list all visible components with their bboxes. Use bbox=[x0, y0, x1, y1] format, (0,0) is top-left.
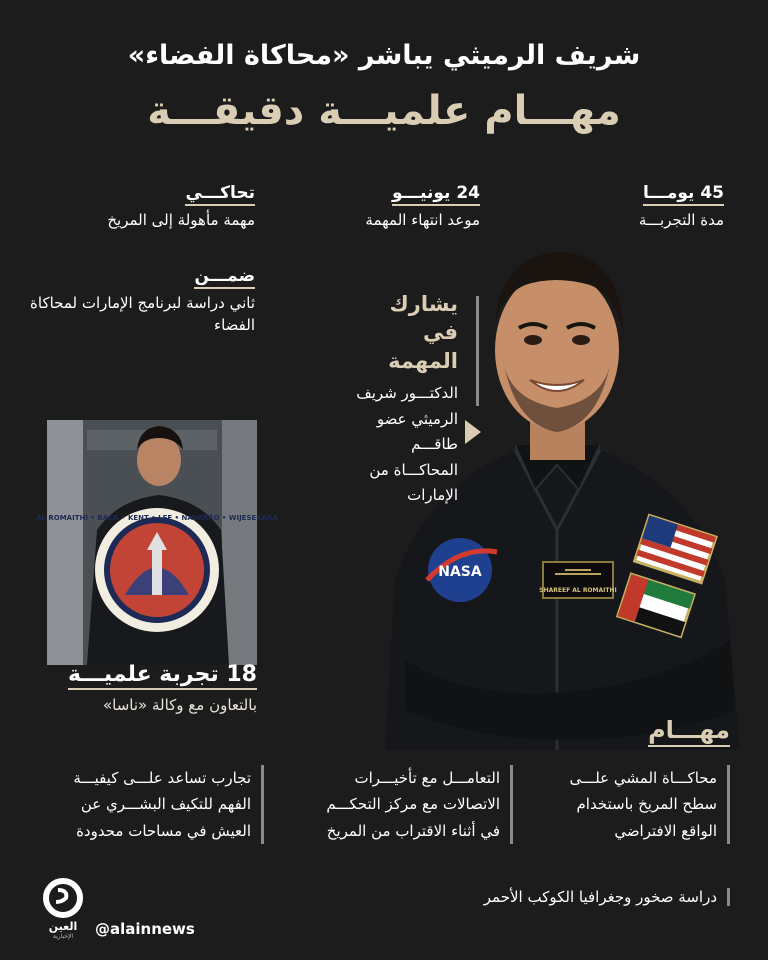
nasa-label: NASA bbox=[438, 564, 482, 580]
experiments-block bbox=[47, 662, 257, 714]
task-item-1: محاكـــاة المشي علـــى سطح المريخ باستخدام الواقع الافتراضي bbox=[545, 765, 730, 844]
task-item-footer: دراسة صخور وجغرافيا الكوكب الأحمر bbox=[484, 888, 730, 906]
stat-within-head: ضمـــن bbox=[194, 266, 255, 289]
tasks-title bbox=[648, 716, 730, 747]
stat-duration bbox=[574, 183, 724, 232]
name-tag-text: SHAREEF AL ROMAITHI bbox=[539, 587, 617, 594]
participant-body: الدكتـــور شريف الرميثي عضو طاقـــم المحاكـــاة من الإمارات bbox=[356, 384, 458, 505]
mission-photo bbox=[36, 420, 278, 665]
logo-icon bbox=[38, 878, 88, 918]
stat-duration-head: 45 يومـــا bbox=[643, 183, 724, 206]
stat-within bbox=[30, 266, 255, 337]
logo-sub: الإخبارية bbox=[52, 933, 74, 940]
stat-simulates bbox=[35, 183, 255, 232]
name-tag bbox=[539, 562, 616, 598]
patch-names: AL ROMAITHI • BACA • KENT • LEE • NAVARRO • WIJESEKARA bbox=[36, 514, 278, 522]
stat-simulates-sub: مهمة مأهولة إلى المريخ bbox=[107, 211, 255, 229]
participant-block bbox=[348, 290, 458, 509]
mission-patch bbox=[95, 508, 219, 632]
pointer-arrow bbox=[465, 420, 481, 444]
participant-heading: يشارك في المهمة bbox=[388, 292, 458, 373]
task-item-2: التعامـــل مع تأخيـــرات الاتصالات مع مركز التحكـــم في أثناء الاقتراب من المريخ bbox=[308, 765, 513, 844]
stat-end-date-sub: موعد انتهاء المهمة bbox=[365, 211, 480, 229]
stat-simulates-head: تحاكـــي bbox=[185, 183, 255, 206]
experiments-partner: بالتعاون مع وكالة «ناسا» bbox=[102, 696, 257, 714]
stat-within-sub: ثاني دراسة لبرنامج الإمارات لمحاكاة الفضاء bbox=[30, 294, 255, 334]
stat-end-date bbox=[310, 183, 480, 232]
page-title: شريف الرميثي يباشر «محاكاة الفضاء» bbox=[127, 40, 641, 71]
stat-end-date-head: 24 يونيـــو bbox=[392, 183, 480, 206]
participant-divider bbox=[476, 296, 479, 406]
tasks-title-text: مهـــام bbox=[648, 716, 730, 747]
page-subtitle: مهـــام علميـــة دقيقـــة bbox=[147, 88, 621, 134]
brand-logo bbox=[38, 878, 88, 940]
stat-duration-sub: مدة التجربـــة bbox=[638, 211, 724, 229]
experiments-count: 18 تجربة علميـــة bbox=[68, 662, 257, 690]
social-handle[interactable]: @alainnews bbox=[95, 920, 195, 938]
task-item-3: تجارب تساعد علـــى كيفيـــة الفهم للتكيف البشـــري عن العيش في مساحات محدودة bbox=[39, 765, 264, 844]
logo-text: العين bbox=[48, 920, 78, 933]
